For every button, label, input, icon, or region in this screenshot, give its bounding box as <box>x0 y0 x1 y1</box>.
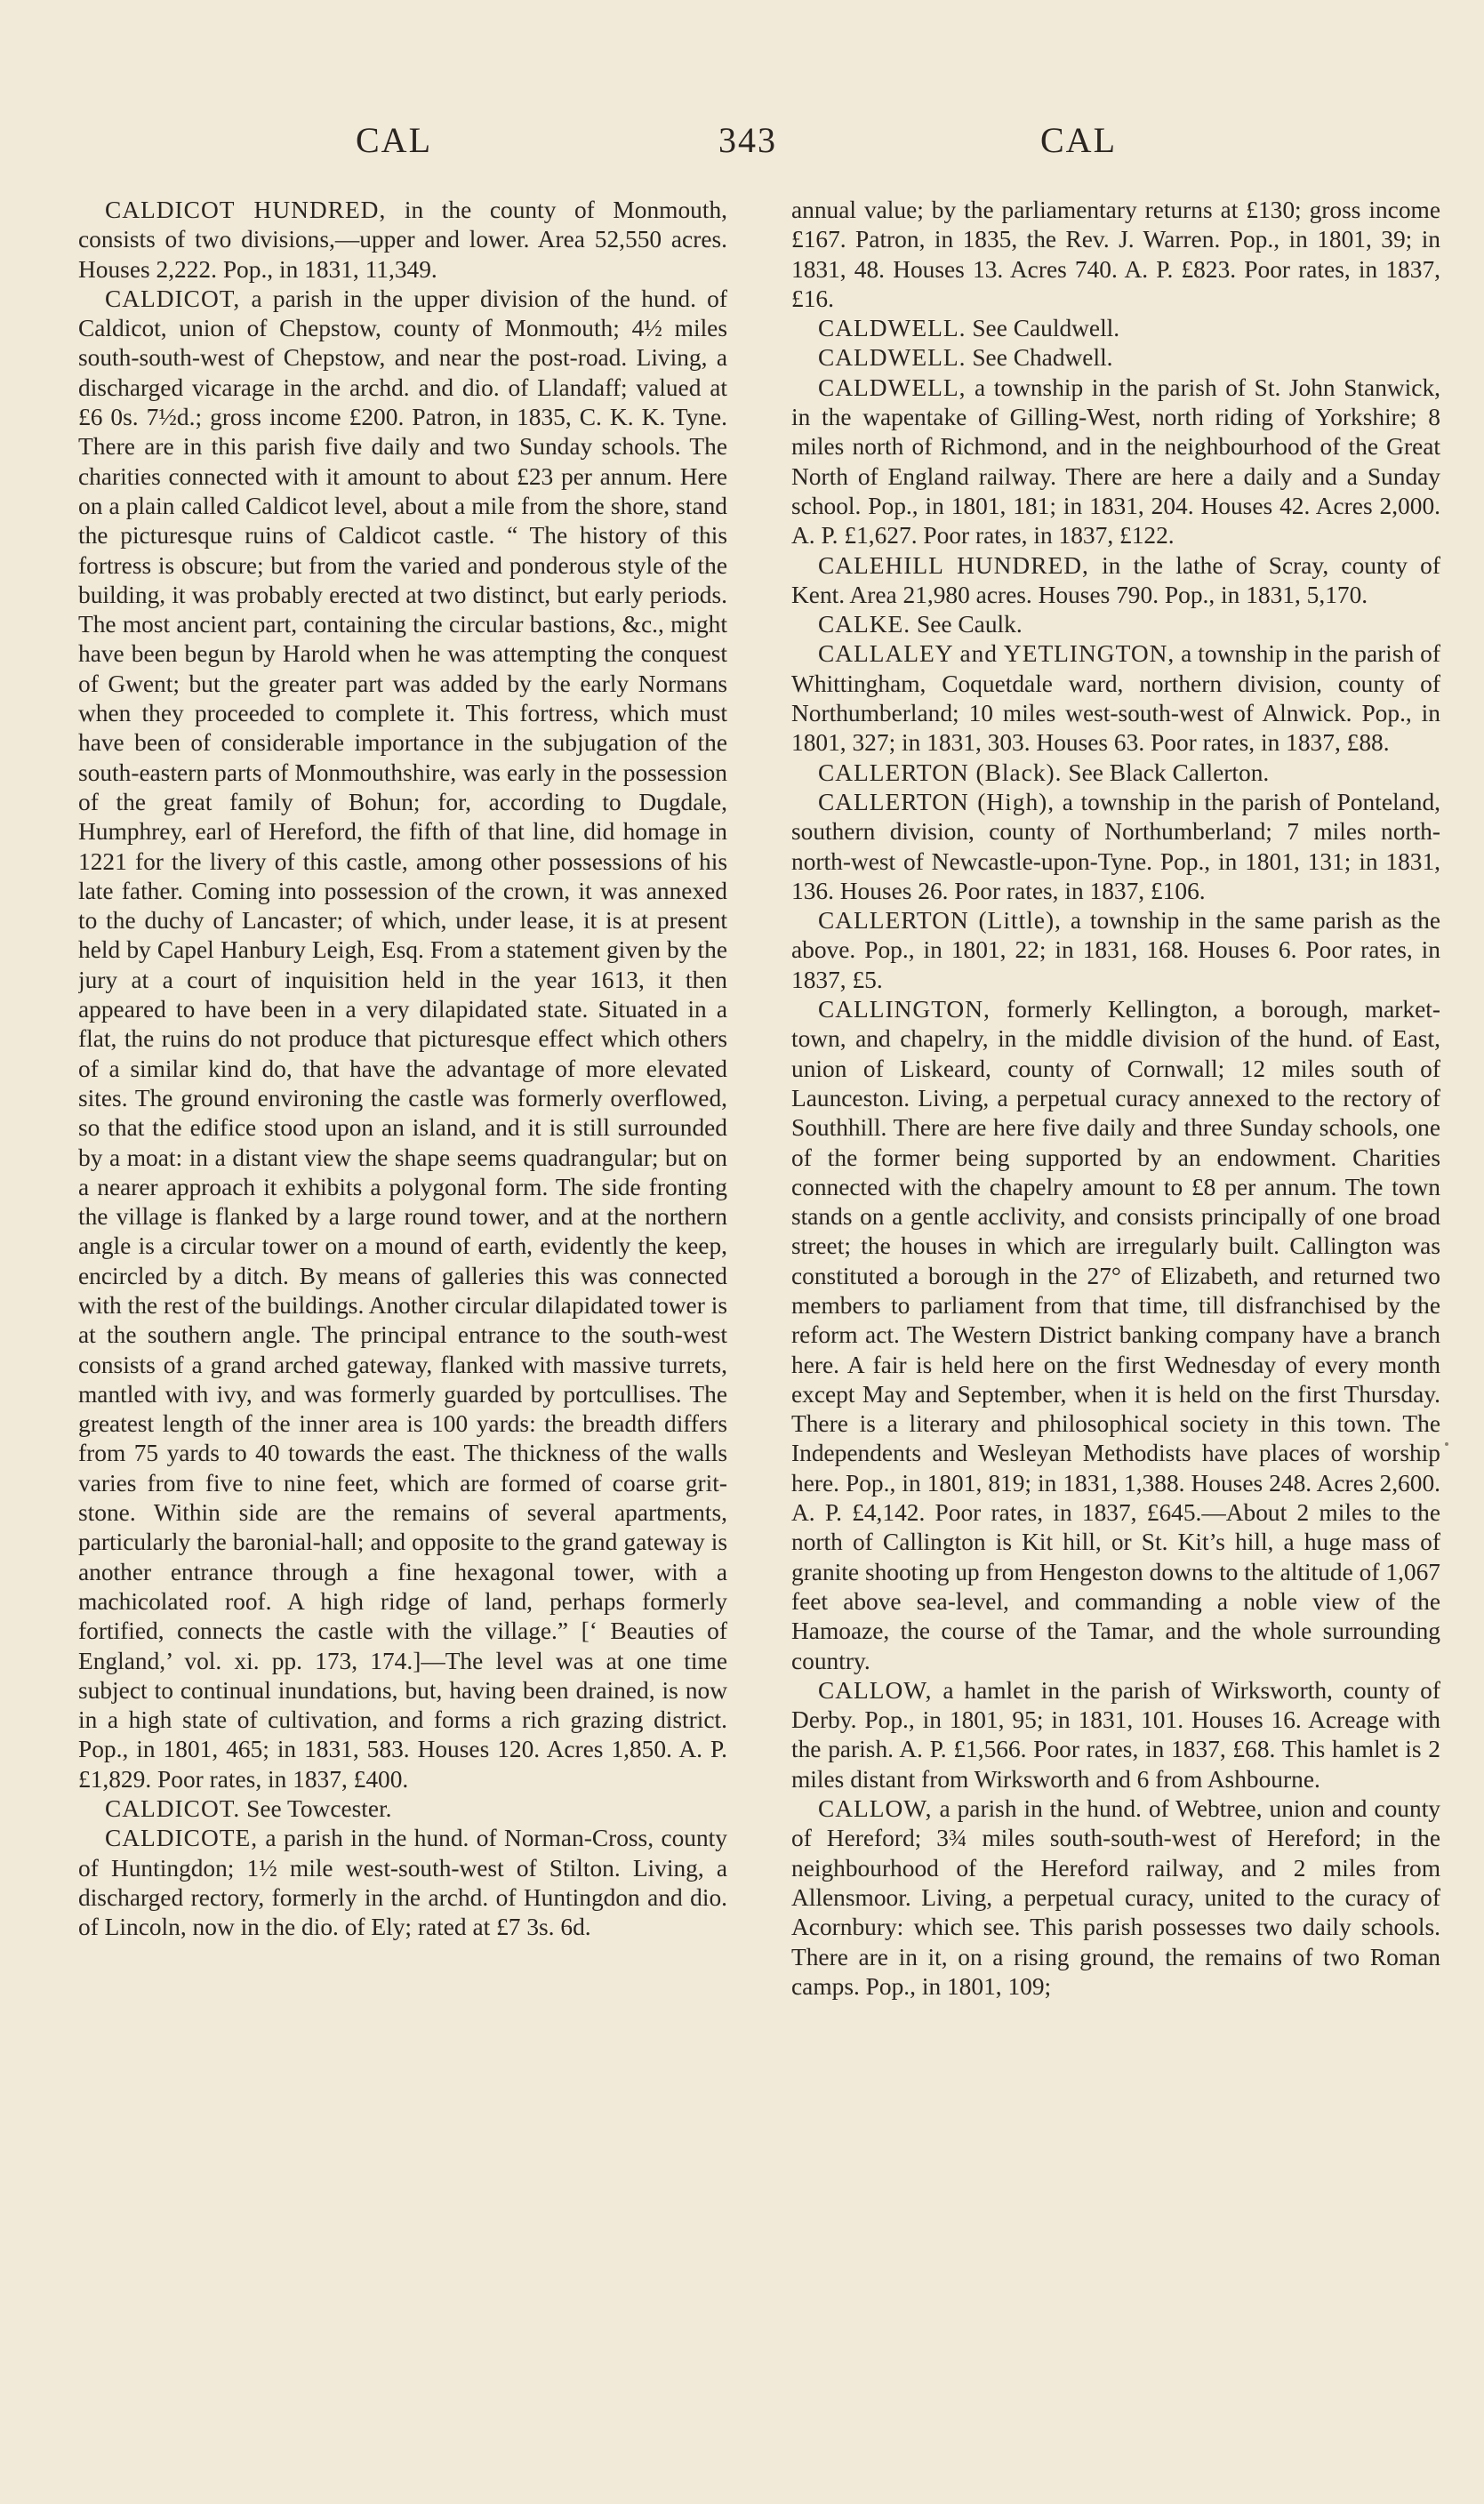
entry-caldwell <box>791 373 1440 551</box>
header-right-word: CAL <box>1040 120 1117 160</box>
entry-text: a township in the parish of St. John Stanwick, in the wapentake of Gilling-West, north riding of Yorkshire; 8 miles north of Richmond, and in the neighbourhood of the Great North of England railway. There are here a daily and a Sunday school. Pop., in 1801, 181; in 1831, 204. Houses 42. Acres 2,000. A. P. £1,627. Poor rates, in 1837, £122. <box>791 373 1440 550</box>
entry-text: in the county of Monmouth, consists of two divisions,—upper and lower. Area 52,550 acres. Houses 2,222. Pop., in 1831, 11,349. <box>78 197 727 283</box>
entry-callerton-high <box>791 788 1440 906</box>
right-column <box>791 196 1440 2454</box>
entry-calke <box>791 610 1440 639</box>
running-header <box>0 119 1484 173</box>
left-column <box>78 196 727 2454</box>
margin-dot <box>1445 1442 1448 1446</box>
entry-caldwell-crossref-1 <box>791 314 1440 343</box>
entry-text: annual value; by the parliamentary returns at £130; gross income £167. Patron, in 1835, the Rev. J. Warren. Pop., in 1801, 39; in 1831, 48. Houses 13. Acres 740. A. P. £823. Poor rates, in 1837, £16. <box>791 197 1440 312</box>
page-number: 343 <box>718 120 777 160</box>
entry-headword: CALDICOT HUNDRED, <box>105 197 387 223</box>
entry-text: a township in the parish of Whittingham, Coquetdale ward, northern division, county of Northumberland; 10 miles west-south-west of Alnwick. Pop., in 1801, 327; in 1831, 303. Houses 63. Poor rates, in 1837, £88. <box>791 640 1440 757</box>
entry-headword: CALDICOT. <box>105 1795 241 1823</box>
entry-callow-hamlet <box>791 1676 1440 1794</box>
entry-caldicot-hundred <box>78 196 727 285</box>
entry-headword: CALDWELL. <box>818 315 967 342</box>
entry-text: in the lathe of Scray, county of Kent. Area 21,980 acres. Houses 790. Pop., in 1831, 5,170. <box>791 551 1440 608</box>
entry-text: a township in the parish of Ponteland, southern division, county of Northumberland; 7 miles north-north-west of Newcastle-upon-Tyne. Pop., in 1801, 131; in 1831, 136. Houses 26. Poor rates, in 1837, £106. <box>791 788 1440 904</box>
entry-headword: CALLINGTON, <box>818 996 991 1023</box>
entry-headword: CALLERTON (Little), <box>818 907 1062 935</box>
header-left-word: CAL <box>356 120 432 160</box>
entry-text: a hamlet in the parish of Wirksworth, county of Derby. Pop., in 1801, 95; in 1831, 101. Houses 16. Acreage with the parish. A. P. £1,566. Poor rates, in 1837, £68. This hamlet is 2 miles distant from Wirksworth and 6 from Ashbourne. <box>791 1676 1440 1793</box>
entry-headword: CALLERTON (Black). <box>818 758 1063 786</box>
entry-headword: CALEHILL HUNDRED, <box>818 551 1089 579</box>
entry-text: a parish in the hund. of Webtree, union and county of Hereford; 3¾ miles south-south-west of Hereford; in the neighbourhood of the Hereford railway, and 2 miles from Allensmoor. Living, a perpetual curacy, united to the curacy of Acornbury: which see. This parish possesses two daily schools. There are in it, on a rising ground, the remains of two Roman camps. Pop., in 1801, 109; <box>791 1795 1440 2000</box>
entry-headword: CALDWELL, <box>818 373 967 401</box>
entry-headword: CALLERTON (High), <box>818 788 1055 815</box>
entry-text: a parish in the hund. of Norman-Cross, county of Huntingdon; 1½ mile west-south-west of Stilton. Living, a discharged rectory, formerly in the archd. of Huntingdon and dio. of Lincoln, now in the dio. of Ely; rated at £7 3s. 6d. <box>78 1825 727 1941</box>
entry-headword: CALLOW, <box>818 1795 933 1823</box>
entry-caldicote-continued <box>791 196 1440 314</box>
entry-headword: CALDICOT, <box>105 285 241 312</box>
entry-text: a township in the same parish as the above. Pop., in 1801, 22; in 1831, 168. Houses 6. Poor rates, in 1837, £5. <box>791 907 1440 993</box>
entry-callington <box>791 995 1440 1676</box>
entry-callow-parish <box>791 1794 1440 2002</box>
entry-caldicot-crossref <box>78 1794 727 1824</box>
entry-text: See Black Callerton. <box>1062 758 1270 786</box>
entry-text: See Chadwell. <box>966 344 1113 372</box>
entry-caldwell-crossref-2 <box>791 343 1440 373</box>
entry-text: See Caulk. <box>910 611 1023 638</box>
entry-caldicote <box>78 1824 727 1942</box>
entry-headword: CALLALEY and YETLINGTON, <box>818 640 1175 668</box>
entry-headword: CALLOW, <box>818 1676 933 1704</box>
entry-headword: CALKE. <box>818 611 911 638</box>
entry-headword: CALDWELL. <box>818 344 967 372</box>
entry-callerton-little <box>791 906 1440 995</box>
entry-calehill-hundred <box>791 551 1440 611</box>
entry-callaley <box>791 639 1440 758</box>
entry-headword: CALDICOTE, <box>105 1825 259 1852</box>
entry-text: a parish in the upper division of the hund. of Caldicot, union of Chepstow, county of Monmouth; 4½ miles south-south-west of Chepstow, and near the post-road. Living, a discharged vicarage in the archd. and dio. of Llandaff; valued at £6 0s. 7½d.; gross income £200. Patron, in 1835, C. K. K. Tyne. There are in this parish five daily and two Sunday schools. The charities connected with it amount to about £23 per annum. Here on a plain called Caldicot level, about a mile from the shore, stand the picturesque ruins of Caldicot castle. “ The history of this fortress is obscure; but from the varied and ponderous style of the building, it was probably erected at two distinct, but early periods. The most ancient part, containing the circular bastions, &c., might have been begun by Harold when he was attempting the conquest of Gwent; but the greater part was added by the early Normans when they proceeded to complete it. This fortress, which must have been of considerable importance in the subjugation of the south-eastern parts of Monmouthshire, was early in the possession of the great family of Bohun; for, according to Dugdale, Humphrey, earl of Hereford, the fifth of that line, did homage in 1221 for the livery of this castle, among other possessions of his late father. Coming into possession of the crown, it was annexed to the duchy of Lancaster; of which, under lease, it is at present held by Capel Hanbury Leigh, Esq. From a statement given by the jury at a court of inquisition held in the year 1613, it then appeared to have been in a very dilapidated state. Situated in a flat, the ruins do not produce that picturesque effect which others of a similar kind do, that have the advantage of more elevated sites. The ground environing the castle was formerly overflowed, so that the edifice stood upon an island, and it is still surrounded by a moat: in a distant view the shape seems quadrangular; but on a nearer approach it exhibits a polygonal form. The side fronting the village is flanked by a large round tower, and at the northern angle is a circular tower on a mound of earth, evidently the keep, encircled by a ditch. By means of galleries this was connected with the rest of the buildings. Another circular dilapidated tower is at the southern angle. The principal entrance to the south-west consists of a grand arched gateway, flanked with massive turrets, mantled with ivy, and was formerly guarded by portcullises. The greatest length of the inner area is 100 yards: the breadth differs from 75 yards to 40 towards the east. The thickness of the walls varies from five to nine feet, which are formed of coarse grit-stone. Within side are the remains of several apartments, particularly the baronial-hall; and opposite to the grand gateway is another entrance through a fine hexagonal tower, with a machicolated roof. A high ridge of land, perhaps formerly fortified, connects the castle with the village.” [‘ Beauties of England,’ vol. xi. pp. 173, 174.]—The level was at one time subject to continual inundations, but, having been drained, is now in a high state of cultivation, and forms a rich grazing district. Pop., in 1801, 465; in 1831, 583. Houses 120. Acres 1,850. A. P. £1,829. Poor rates, in 1837, £400. <box>78 285 727 1793</box>
entry-caldicot <box>78 285 727 1794</box>
entry-text: See Towcester. <box>240 1795 392 1823</box>
entry-callerton-black <box>791 758 1440 788</box>
entry-text: See Cauldwell. <box>966 315 1120 342</box>
entry-text: formerly Kellington, a borough, market-town, and chapelry, in the middle division of the hund. of East, union of Liskeard, county of Cornwall; 12 miles south of Launceston. Living, a perpetual curacy annexed to the rectory of Southhill. There are here five daily and three Sunday schools, one of the former being supported by an endowment. Charities connected with the chapelry amount to £8 per annum. The town stands on a gentle acclivity, and consists principally of one broad street; the houses in which are irregularly built. Callington was constituted a borough in the 27° of Elizabeth, and returned two members to parliament from that time, till disfranchised by the reform act. The Western District banking company have a branch here. A fair is held here on the first Wednesday of every month except May and September, when it is held on the first Thursday. There is a literary and philosophical society in this town. The Independents and Wesleyan Methodists have places of worship here. Pop., in 1801, 819; in 1831, 1,388. Houses 248. Acres 2,600. A. P. £4,142. Poor rates, in 1837, £645.—About 2 miles to the north of Callington is Kit hill, or St. Kit’s hill, a huge mass of granite shooting up from Hengeston downs to the altitude of 1,067 feet above sea-level, and commanding a noble view of the Hamoaze, the course of the Tamar, and the whole surrounding country. <box>791 996 1440 1674</box>
